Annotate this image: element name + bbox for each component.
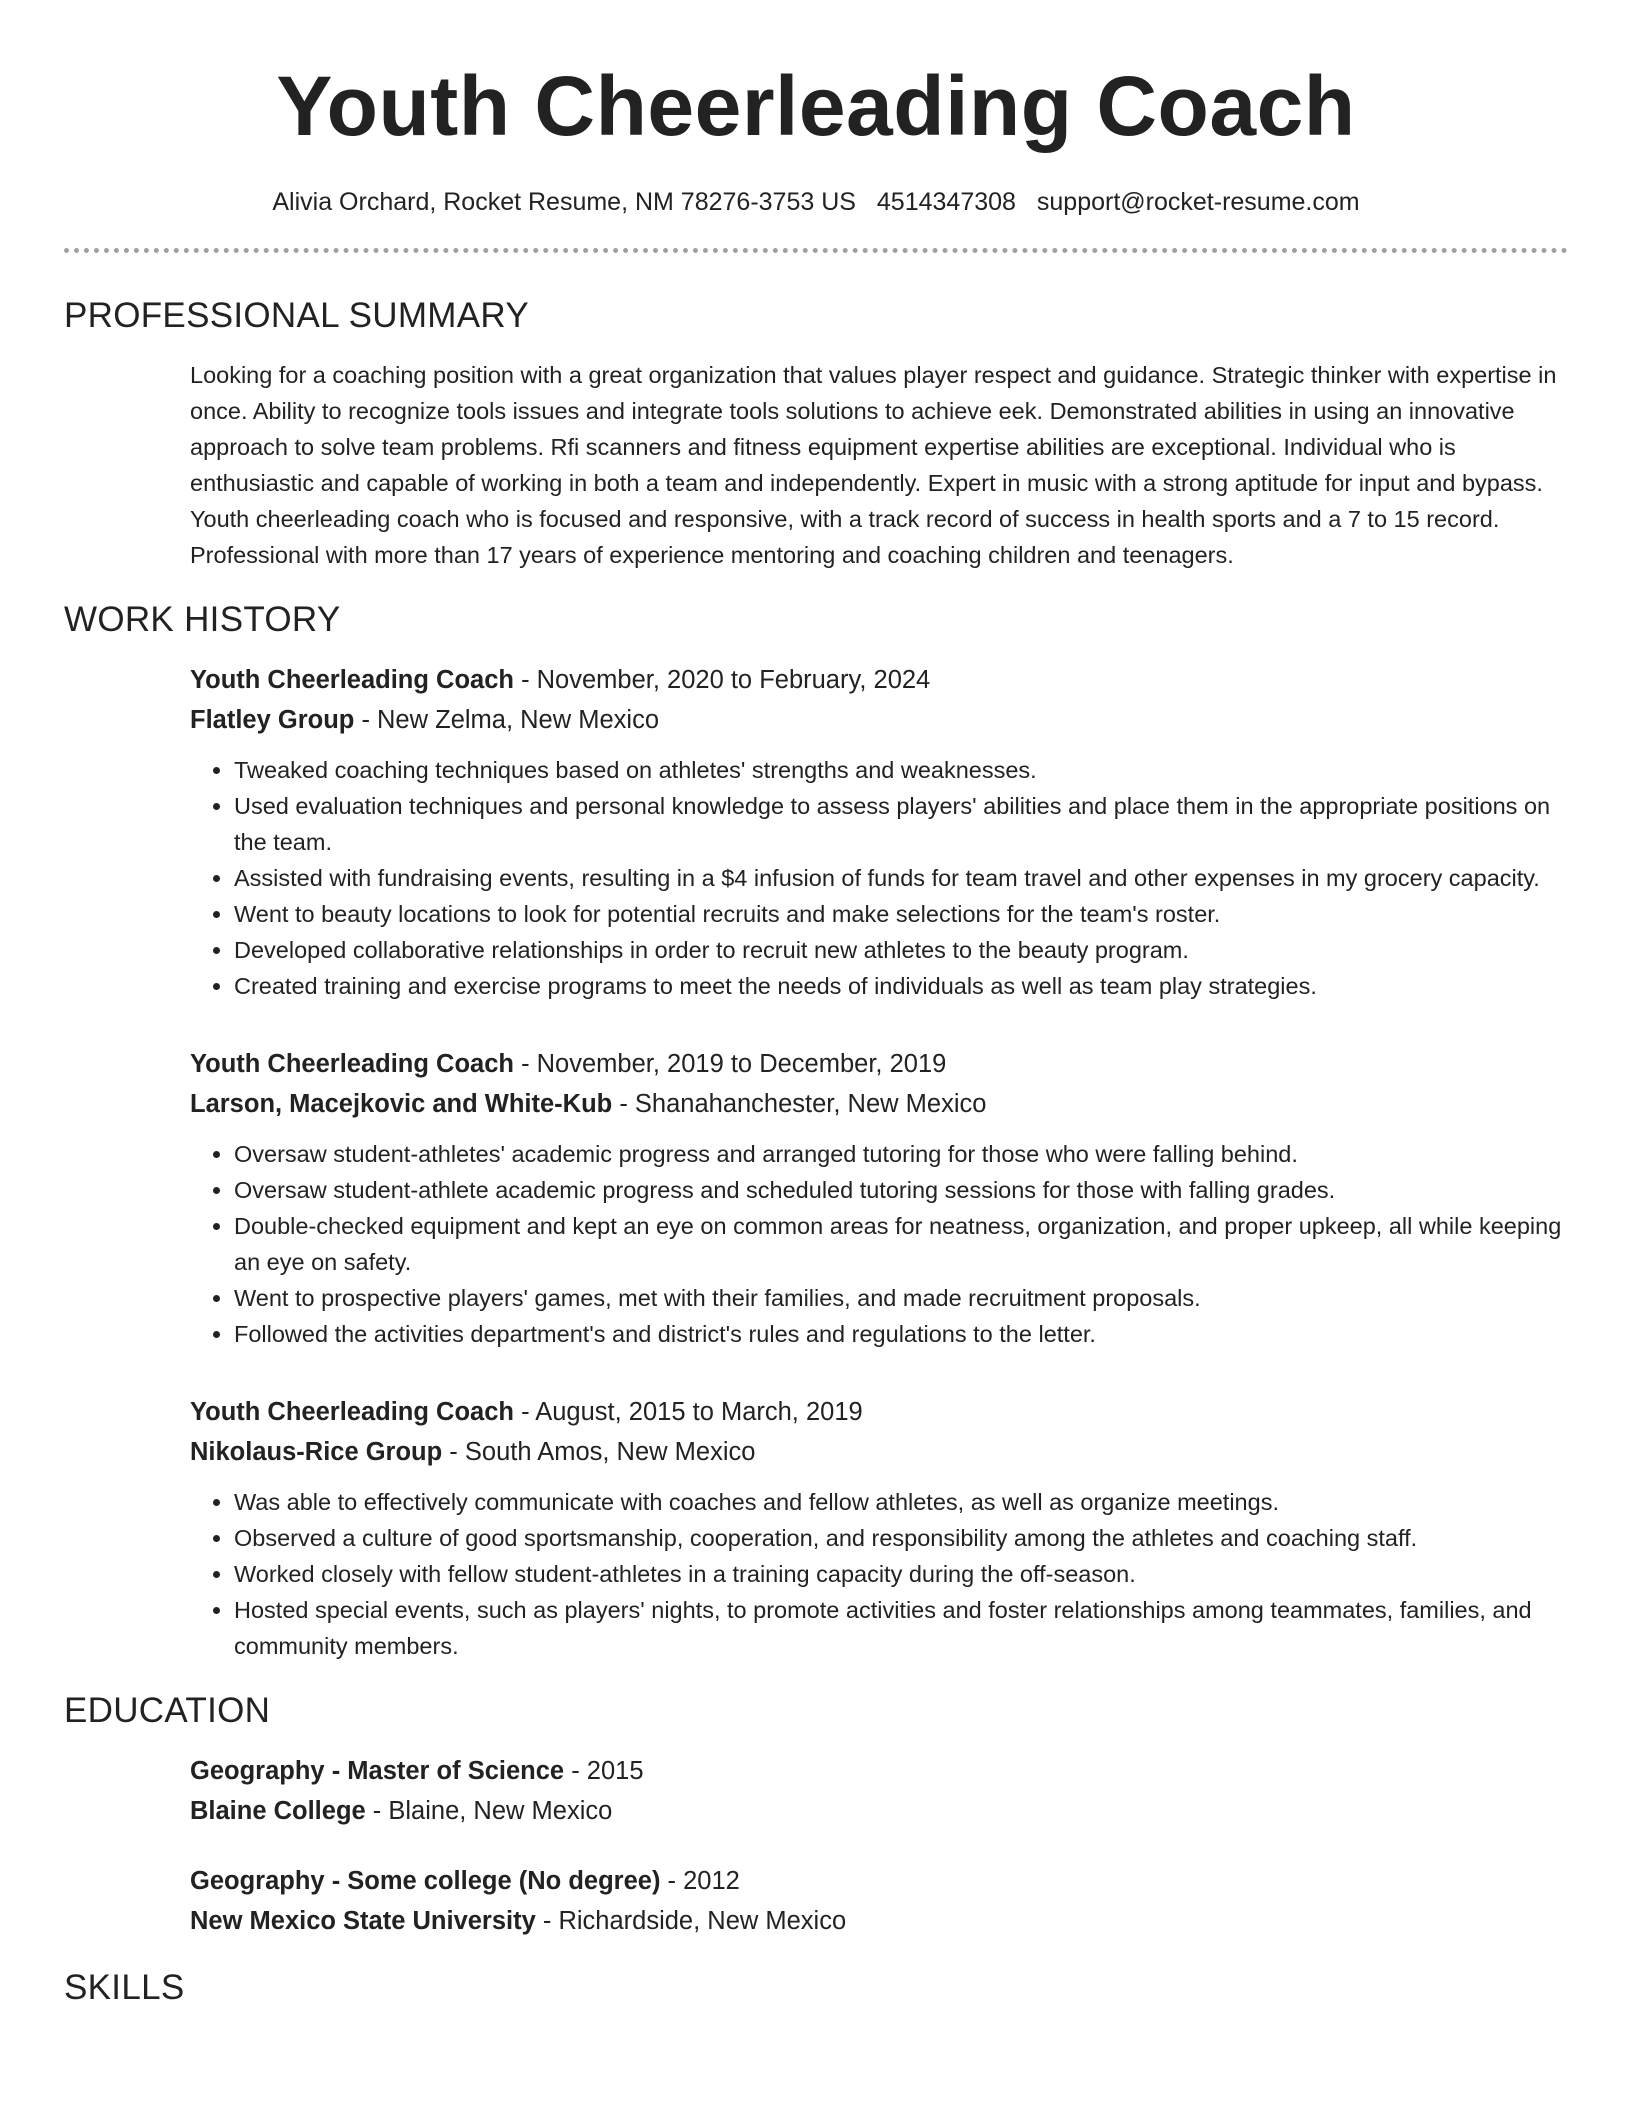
job-heading <box>190 1044 1568 1084</box>
job-dates: - November, 2020 to February, 2024 <box>513 666 931 694</box>
job-employer-line <box>190 1084 1568 1124</box>
job-bullet: • Double-checked equipment and kept an eye on common areas for neatness, organization, and proper upkeep, all while keeping an eye on safety. <box>234 1208 1568 1280</box>
job-location: - New Zelma, New Mexico <box>354 706 660 734</box>
job-role: Youth Cheerleading Coach <box>190 1050 514 1078</box>
job-bullet: • Oversaw student-athletes' academic progress and arranged tutoring for those who were falling behind. <box>234 1136 1568 1172</box>
job-bullets <box>190 1484 1568 1664</box>
skills-title: SKILLS <box>64 1968 185 2007</box>
education-year: - 2015 <box>564 1757 644 1785</box>
education-location: - Blaine, New Mexico <box>365 1797 613 1825</box>
job-employer-line <box>190 700 1568 740</box>
job-heading <box>190 1392 1568 1432</box>
education-school: New Mexico State University <box>190 1907 536 1935</box>
job-bullet: • Hosted special events, such as players' nights, to promote activities and foster relationships among teammates, families, and community members. <box>234 1592 1568 1664</box>
job-entry <box>190 660 1568 1004</box>
job-heading <box>190 660 1568 700</box>
job-bullet: • Was able to effectively communicate with coaches and fellow athletes, as well as organize meetings. <box>234 1484 1568 1520</box>
job-company: Nikolaus-Rice Group <box>190 1438 443 1466</box>
job-bullet: • Went to prospective players' games, met with their families, and made recruitment proposals. <box>234 1280 1568 1316</box>
job-company: Flatley Group <box>190 706 355 734</box>
job-bullet: • Oversaw student-athlete academic progress and scheduled tutoring sessions for those with falling grades. <box>234 1172 1568 1208</box>
candidate-name: Youth Cheerleading Coach <box>276 59 1356 153</box>
education-title: EDUCATION <box>64 1691 271 1730</box>
job-location: - Shanahanchester, New Mexico <box>612 1090 987 1118</box>
summary-section <box>64 295 1568 573</box>
job-bullet: • Worked closely with fellow student-athletes in a training capacity during the off-season. <box>234 1556 1568 1592</box>
education-school-line <box>190 1901 1568 1941</box>
contact-line <box>64 186 1568 218</box>
job-bullet: • Developed collaborative relationships in order to recruit new athletes to the beauty program. <box>234 932 1568 968</box>
job-dates: - November, 2019 to December, 2019 <box>513 1050 947 1078</box>
contact-email: support@rocket-resume.com <box>1036 188 1360 216</box>
job-bullet: • Tweaked coaching techniques based on athletes' strengths and weaknesses. <box>234 752 1568 788</box>
education-entry <box>190 1861 1568 1941</box>
work-history-title: WORK HISTORY <box>64 600 341 639</box>
education-section <box>64 1690 1568 1941</box>
job-bullet: • Used evaluation techniques and personal knowledge to assess players' abilities and place them in the appropriate positions on the team. <box>234 788 1568 860</box>
education-degree: Geography - Master of Science <box>190 1757 565 1785</box>
skills-section <box>64 1967 1568 2009</box>
job-bullet: • Followed the activities department's and district's rules and regulations to the letter. <box>234 1316 1568 1352</box>
job-bullet: • Created training and exercise programs to meet the needs of individuals as well as team play strategies. <box>234 968 1568 1004</box>
job-role: Youth Cheerleading Coach <box>190 666 514 694</box>
job-bullets <box>190 1136 1568 1352</box>
education-degree-line <box>190 1861 1568 1901</box>
education-school: Blaine College <box>190 1797 366 1825</box>
education-degree-line <box>190 1751 1568 1791</box>
education-school-line <box>190 1791 1568 1831</box>
contact-address: Alivia Orchard, Rocket Resume, NM 78276-3753 US <box>272 188 856 216</box>
job-bullet: • Observed a culture of good sportsmanship, cooperation, and responsibility among the athletes and coaching staff. <box>234 1520 1568 1556</box>
header-divider <box>64 248 1568 253</box>
education-entry <box>190 1751 1568 1831</box>
resume-page <box>64 0 1568 2009</box>
work-history-section <box>64 599 1568 1664</box>
job-bullets <box>190 752 1568 1004</box>
summary-text: Looking for a coaching position with a great organization that values player respect and guidance. Strategic thinker with expertise in once. Ability to recognize tools issues and integrate tools solutions to achieve eek. Demonstrated abilities in using an innovative approach to solve team problems. Rfi scanners and fitness equipment expertise abilities are exceptional. Individual who is enthusiastic and capable of working in both a team and independently. Expert in music with a strong aptitude for input and bypass. Youth cheerleading coach who is focused and responsive, with a track record of success in health sports and a 7 to 15 record. Professional with more than 17 years of experience mentoring and coaching children and teenagers. <box>190 362 1557 568</box>
contact-phone: 4514347308 <box>876 188 1016 216</box>
education-location: - Richardside, New Mexico <box>535 1907 847 1935</box>
job-bullet: • Went to beauty locations to look for potential recruits and make selections for the team's roster. <box>234 896 1568 932</box>
job-entry <box>190 1392 1568 1664</box>
job-company: Larson, Macejkovic and White-Kub <box>190 1090 613 1118</box>
job-dates: - August, 2015 to March, 2019 <box>513 1398 863 1426</box>
education-degree: Geography - Some college (No degree) <box>190 1867 661 1895</box>
job-entry <box>190 1044 1568 1352</box>
job-role: Youth Cheerleading Coach <box>190 1398 514 1426</box>
job-employer-line <box>190 1432 1568 1472</box>
education-year: - 2012 <box>660 1867 740 1895</box>
summary-title: PROFESSIONAL SUMMARY <box>64 296 529 335</box>
job-bullet: • Assisted with fundraising events, resulting in a $4 infusion of funds for team travel and other expenses in my grocery capacity. <box>234 860 1568 896</box>
job-location: - South Amos, New Mexico <box>442 1438 756 1466</box>
